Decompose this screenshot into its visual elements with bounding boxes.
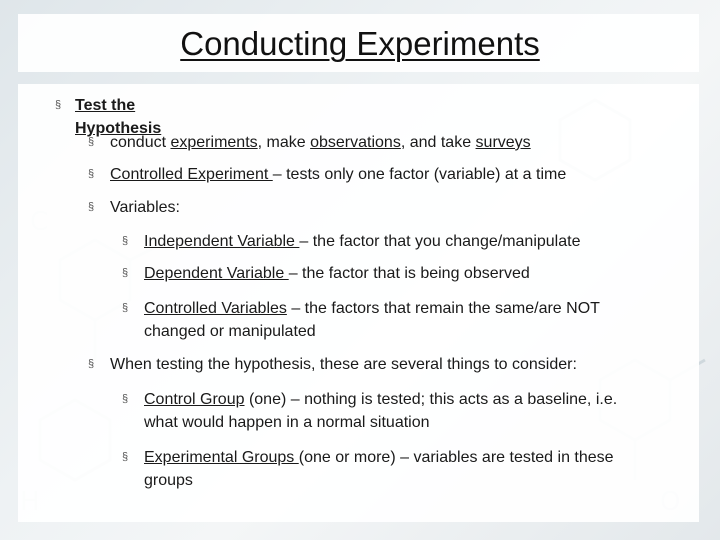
item-text-part: – the factor that you change/manipulate [299,233,581,250]
item-text [144,262,530,285]
item-text-part: – tests only one factor (variable) at a time [272,166,567,183]
slide-title: Conducting Experiments [180,25,540,62]
term-controlled-experiment: Controlled Experiment [110,166,273,183]
bullet-icon: § [88,136,95,148]
term-dependent-variable: Dependent Variable [144,265,289,282]
item-label: When testing the hypothesis, these are several things to consider: [110,356,577,373]
bullet-icon: § [88,201,95,213]
bullet-icon: § [122,302,129,314]
item-text-part: , and take [400,134,476,151]
term-controlled-variables: Controlled Variables [144,300,287,317]
item-text-part: – the factor that is being observed [288,265,530,282]
item-text-line2: groups [144,472,193,489]
item-text-part: (one or more) – variables are tested in these [298,449,614,466]
bullet-icon: § [55,99,62,111]
term-control-group: Control Group [144,391,245,408]
item-text-line2: what would happen in a normal situation [144,414,430,431]
bullet-icon: § [122,451,129,463]
item-text [110,131,531,154]
term-independent-variable: Independent Variable [144,233,300,250]
item-text [144,446,614,492]
term-observations: observations [310,134,401,151]
item-text-part: (one) – nothing is tested; this acts as a baseline, i.e. [244,391,618,408]
bullet-icon: § [88,168,95,180]
bullet-icon: § [122,267,129,279]
item-text [144,230,580,253]
item-text [110,163,566,186]
item-text-part: – the factors that remain the same/are NOT [286,300,600,317]
term-experiments: experiments [170,134,258,151]
item-label: Test the Hypothesis [75,97,162,137]
item-label: Variables: [110,199,180,216]
item-text-line2: changed or manipulated [144,323,316,340]
bullet-icon: § [122,393,129,405]
bullet-icon: § [88,358,95,370]
term-surveys: surveys [475,134,531,151]
item-text-part: , make [257,134,311,151]
bullet-icon: § [122,235,129,247]
item-text-part: conduct [110,134,171,151]
item-text [144,388,617,434]
term-experimental-groups: Experimental Groups [144,449,299,466]
item-text [144,297,600,343]
